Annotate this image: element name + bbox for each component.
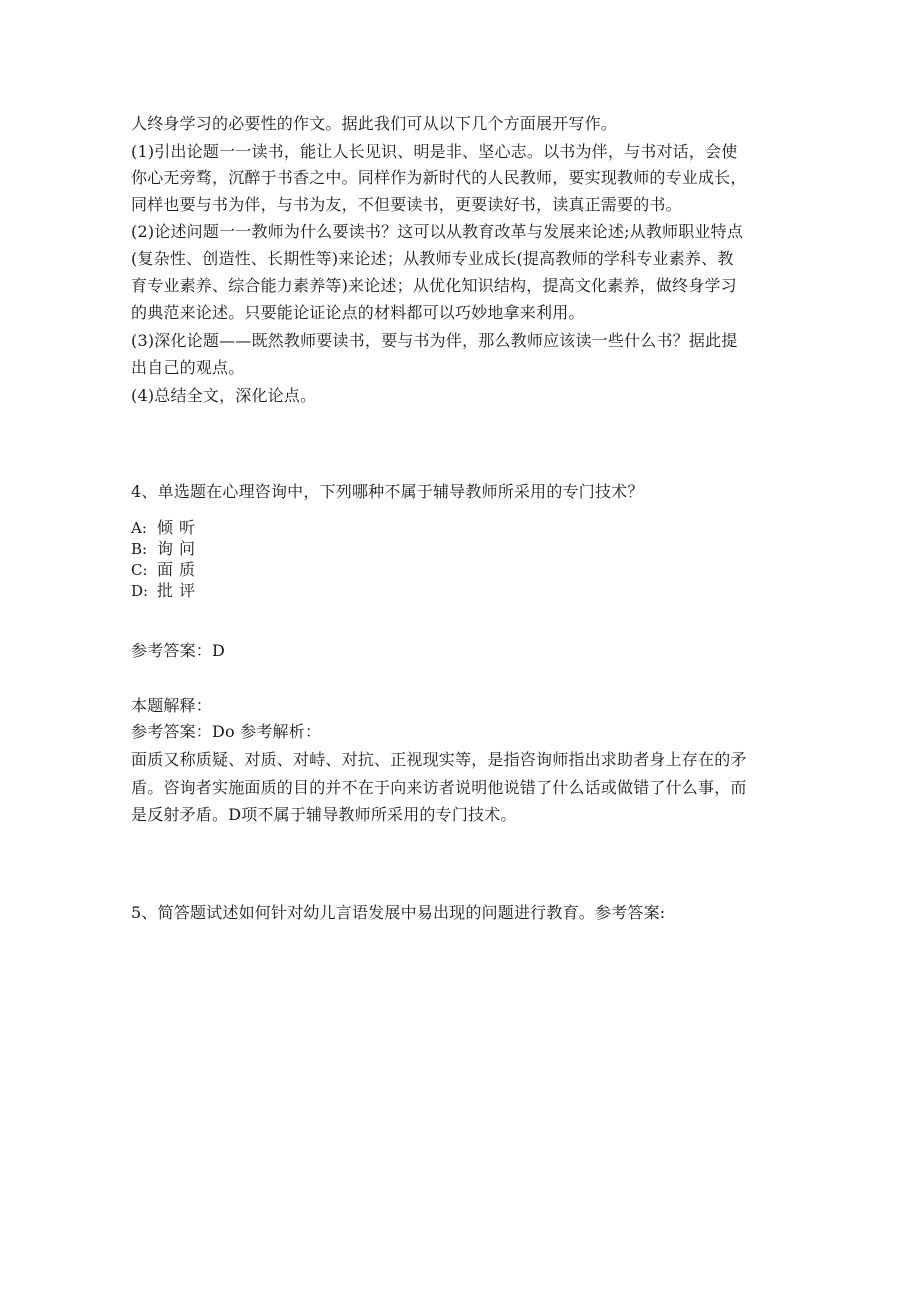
option-letter: A:	[131, 519, 147, 537]
option-text: 面质	[157, 560, 202, 579]
intro-line: 人终身学习的必要性的作文。据此我们可从以下几个方面展开写作。	[131, 114, 618, 133]
intro-line: (4)总结全文，深化论点。	[131, 386, 317, 405]
intro-line: (复杂性、创造性、长期性等)来论述；从教师专业成长(提高教师的学科专业素养、教	[131, 249, 734, 268]
explanation-line: 参考答案：Do 参考解析：	[131, 722, 322, 741]
explanation-line: 盾。咨询者实施面质的目的并不在于向来访者说明他说错了什么话或做错了什么事，而	[131, 778, 747, 797]
explanation-title: 本题解释：	[131, 696, 213, 715]
option-letter: C:	[131, 561, 148, 579]
intro-line: 你心无旁骛，沉醉于书香之中。同样作为新时代的人民教师，要实现教师的专业成长，	[131, 168, 747, 187]
question-stem: 5、简答题试述如何针对幼儿言语发展中易出现的问题进行教育。参考答案:	[131, 903, 666, 922]
intro-line: 出自己的观点。	[131, 358, 245, 377]
question-stem: 4、单选题在心理咨询中，下列哪种不属于辅导教师所采用的专门技术？	[131, 482, 644, 501]
intro-line: 的典范来论述。只要能论证论点的材料都可以巧妙地拿来利用。	[131, 303, 585, 322]
explanation-line: 是反射矛盾。D项不属于辅导教师所采用的专门技术。	[131, 805, 517, 824]
option-text: 倾听	[157, 518, 202, 537]
option-text: 询问	[157, 539, 202, 558]
reference-answer: 参考答案：D	[131, 641, 226, 660]
option-letter: D:	[131, 582, 149, 600]
intro-line: (2)论述问题一一教师为什么要读书？这可以从教育改革与发展来论述;从教师职业特点	[131, 222, 744, 241]
option-letter: B:	[131, 540, 148, 558]
option-text: 批评	[157, 581, 202, 600]
intro-line: (3)深化论题——既然教师要读书，要与书为伴，那么教师应该读一些什么书？据此提	[131, 331, 738, 350]
explanation-line: 面质又称质疑、对质、对峙、对抗、正视现实等，是指咨询师指出求助者身上存在的矛	[131, 750, 747, 769]
intro-line: (1)引出论题一一读书，能让人长见识、明是非、坚心志。以书为伴，与书对话，会使	[131, 142, 738, 161]
intro-line: 同样也要与书为伴，与书为友，不但要读书，更要读好书，读真正需要的书。	[131, 195, 682, 214]
intro-line: 育专业素养、综合能力素养等)来论述；从优化知识结构，提高文化素养，做终身学习	[131, 276, 737, 295]
